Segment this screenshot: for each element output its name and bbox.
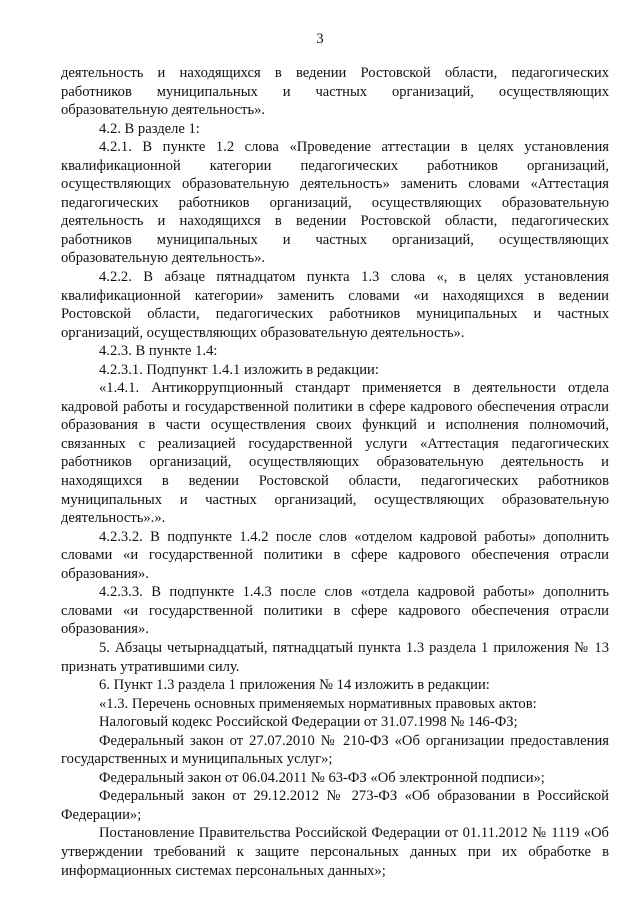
paragraph: 6. Пункт 1.3 раздела 1 приложения № 14 изложить в редакции: [99, 677, 490, 694]
paragraph: Федеральный закон от 27.07.2010 № 210-ФЗ «Об организации предоставления государственных и муниципальных услуг»; [61, 732, 609, 768]
document-body [61, 64, 609, 880]
paragraph: 4.2.3.1. Подпункт 1.4.1 изложить в редакции: [99, 361, 379, 378]
paragraph: 4.2.3.2. В подпункте 1.4.2 после слов «отделом кадровой работы» дополнить словами «и государственной политики в сфере кадрового обеспечения отрасли образования». [61, 528, 609, 582]
paragraph: 4.2.3.3. В подпункте 1.4.3 после слов «отдела кадровой работы» дополнить словами «и государственной политики в сфере кадрового обеспечения отрасли образования». [61, 584, 609, 638]
paragraph: Федеральный закон от 06.04.2011 № 63-ФЗ «Об электронной подписи»; [99, 769, 545, 786]
paragraph: 4.2.1. В пункте 1.2 слова «Проведение аттестации в целях установления квалификационной категории педагогических работников организаций, осуществляющих образовательную деятельность» заменить словами «Аттестация педагогических работников организаций, осуществляющих образовательную деятельность и находящихся в ведении Ростовской области, педагогических работников муниципальных и частных организаций, осуществляющих образовательную деятельность». [61, 139, 609, 267]
paragraph: «1.3. Перечень основных применяемых нормативных правовых актов: [99, 695, 537, 712]
paragraph: 4.2.2. В абзаце пятнадцатом пункта 1.3 слова «, в целях установления квалификационной категории» заменить словами «и находящихся в ведении Ростовской области, педагогических работников муниципальных и частных организаций, осуществляющих образовательную деятельность». [61, 269, 609, 341]
paragraph: Федеральный закон от 29.12.2012 № 273-ФЗ «Об образовании в Российской Федерации»; [61, 788, 609, 823]
paragraph: 4.2. В разделе 1: [99, 120, 200, 137]
paragraph: 4.2.3. В пункте 1.4: [99, 343, 218, 360]
paragraph: Постановление Правительства Российской Федерации от 01.11.2012 № 1119 «Об утверждении требований к защите персональных данных при их обработке в информационных системах персональных данных»; [61, 825, 609, 879]
paragraph: деятельность и находящихся в ведении Ростовской области, педагогических работников муниципальных и частных организаций, осуществляющих образовательную деятельность». [61, 65, 609, 119]
page-number: 3 [316, 31, 324, 47]
paragraph: «1.4.1. Антикоррупционный стандарт применяется в деятельности отдела кадровой работы и государственной политики в сфере кадрового обеспечения отрасли образования в части осуществления своих функций и исполнения полномочий, связанных с реализацией государственной услуги «Аттестация педагогических работников организаций, осуществляющих образовательную деятельность и находящихся в ведении Ростовской области, педагогических работников муниципальных и частных организаций, осуществляющих образовательную деятельность».». [61, 380, 609, 527]
paragraph: 5. Абзацы четырнадцатый, пятнадцатый пункта 1.3 раздела 1 приложения № 13 признать утратившими силу. [61, 639, 609, 675]
paragraph: Налоговый кодекс Российской Федерации от 31.07.1998 № 146-ФЗ; [99, 714, 518, 731]
